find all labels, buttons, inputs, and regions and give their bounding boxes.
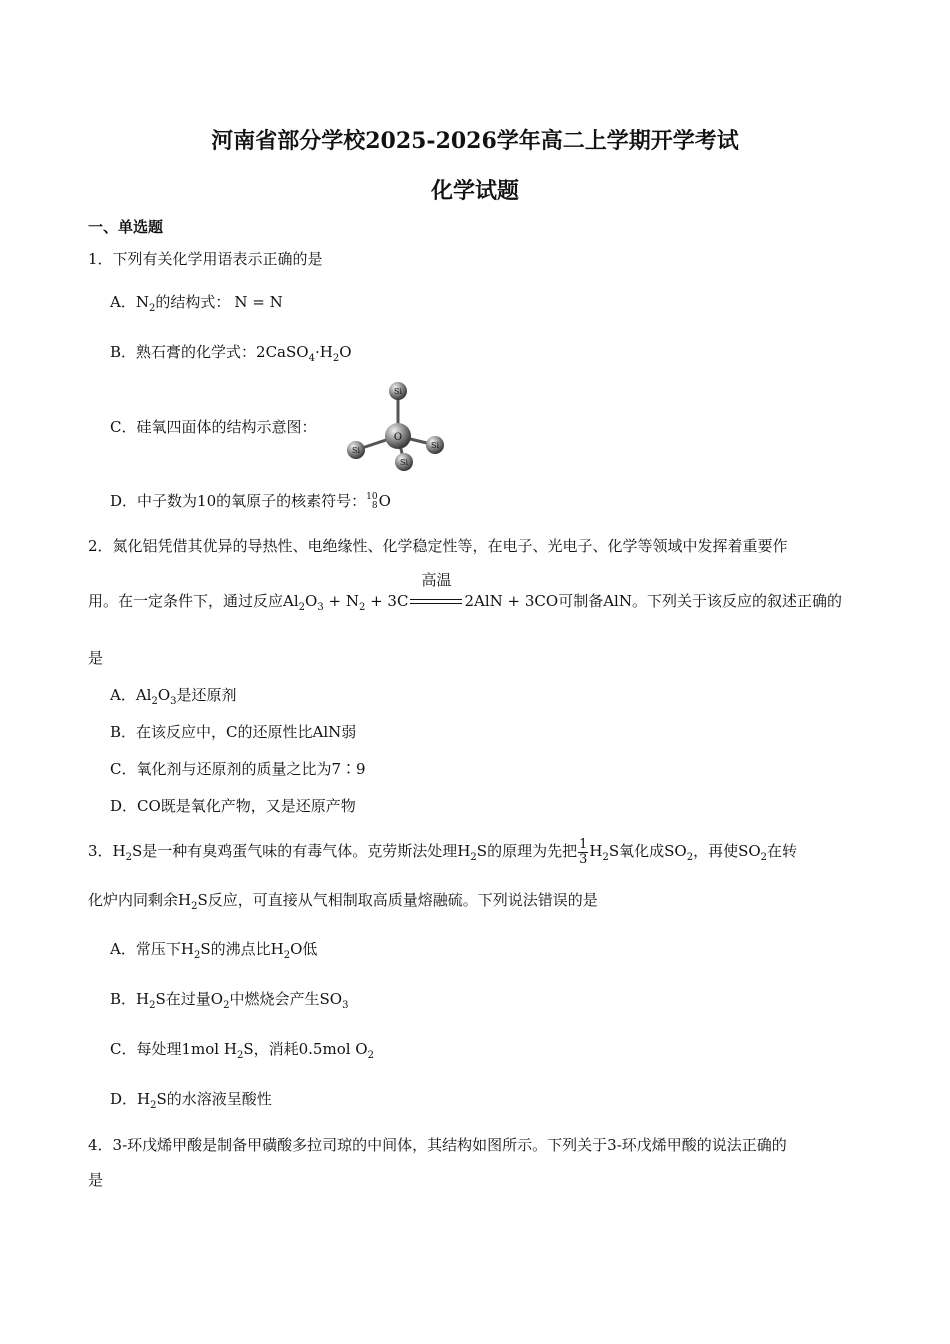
si-atom-left [347,441,365,459]
question-3-option-b: B．$H_2S$在过量$O_2$中燃烧会产生$SO_3$ [110,990,349,1011]
si-atom-right [426,436,444,454]
question-1-option-c: C．硅氧四面体的结构示意图： [110,418,317,436]
question-1-option-d: D．中子数为10的氧原子的核素符号： 10 8 O [110,492,391,511]
reaction-equation: $Al_2O_3 + N_2 + 3C$ 高温 2AlN + 3CO [283,571,559,613]
svg-text:Si: Si [351,446,361,455]
question-2-stem-line-1: 2．氮化铝凭借其优异的导热性、电绝缘性、化学稳定性等，在电子、光电子、化学等领域中发挥着重要作 [88,537,788,555]
si-atom-front [395,453,413,471]
question-4-stem-line-2: 是 [88,1171,104,1189]
question-1-option-a: A．$N_2$的结构式： N = N [110,293,283,314]
document-title: 河南省部分学校2025-2026学年高二上学期开学考试 [211,128,739,154]
question-2-stem-line-3: 是 [88,649,104,667]
document-subtitle: 化学试题 [430,178,519,204]
reaction-condition-arrow: 高温 [410,593,462,611]
silicon-oxygen-tetrahedron-diagram [340,378,450,478]
svg-text:Si: Si [399,458,409,467]
question-1-stem: 1．下列有关化学用语表示正确的是 [88,250,323,268]
question-3-option-a: A．常压下$H_2S$的沸点比$H_2O$低 [110,940,318,961]
question-3-option-c: C．每处理1mol $H_2S$，消耗0.5mol $O_2$ [110,1040,374,1061]
o-atom-center [385,423,411,449]
question-4-stem-line-1: 4．3-环戊烯甲酸是制备甲磺酸多拉司琼的中间体，其结构如图所示。下列关于3-环戊烯甲酸的说法正确的 [88,1136,787,1154]
question-2-option-b: B．在该反应中，C的还原性比AlN弱 [110,723,357,741]
question-1-option-b: B．熟石膏的化学式：$2CaSO_4\cdot H_2O$ [110,343,352,364]
si-atom-top [389,382,407,400]
question-2-option-d: D．CO既是氧化产物，又是还原产物 [110,797,356,815]
question-3-stem-line-2: 化炉内同剩余$H_2S$反应，可直接从气相制取高质量熔融硫。下列说法错误的是 [88,891,598,912]
section-heading: 一、单选题 [88,218,164,236]
question-3-option-d: D．$H_2S$的水溶液呈酸性 [110,1090,272,1111]
nuclide-numbers: 10 8 [366,492,378,511]
question-3-stem-line-1: 3．$H_2S$是一种有臭鸡蛋气味的有毒气体。克劳斯法处理$H_2S$的原理为先把 $\frac{1}{3}$ $H_2S$氧化成$SO_2$，再使$SO_2$在转 [88,837,798,867]
svg-text:Si: Si [393,387,403,396]
question-2-option-c: C．氧化剂与还原剂的质量之比为7∶9 [110,760,366,778]
fraction-one-third: $\frac{1}{3}$ [579,837,588,867]
question-2-stem-line-2: 用。在一定条件下，通过反应$Al_2O_3 + N_2 + 3C$ 高温 2AlN + 3CO可制备AlN。下列关于该反应的叙述正确的 [88,571,842,613]
svg-text:O: O [393,432,403,443]
question-2-option-a: A．$Al_2O_3$是还原剂 [110,686,237,707]
svg-text:Si: Si [430,441,440,450]
